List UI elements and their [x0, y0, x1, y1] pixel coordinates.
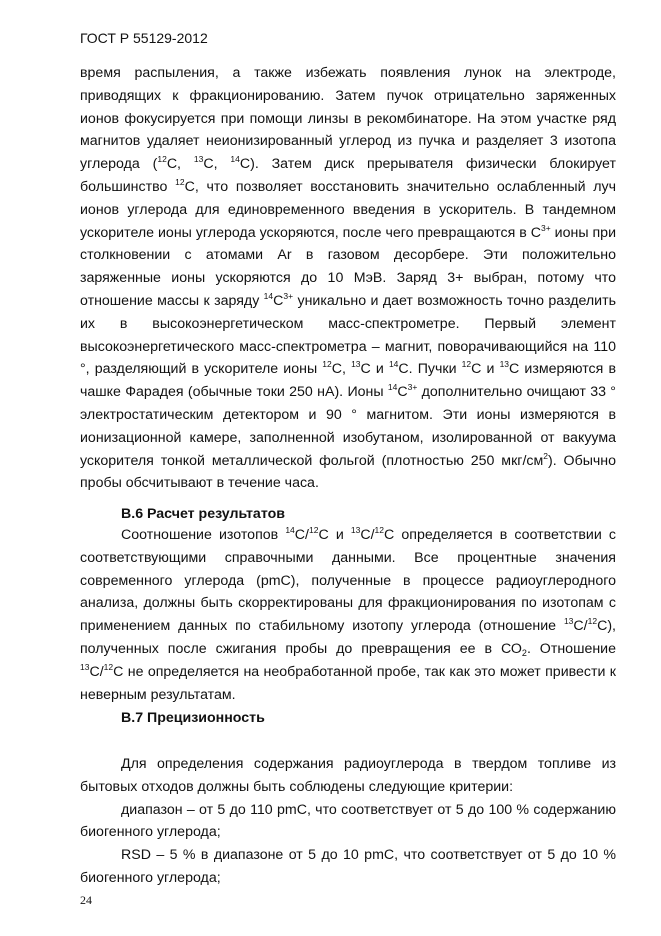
- paragraph-text: Для определения содержания радиоуглерода в твердом топливе из бытовых отходов должны быть соблюдены следующие критерии:: [80, 756, 616, 795]
- precision-criteria-block: [80, 753, 616, 890]
- paragraph-text: время распыления, а также избежать появления лунок на электроде, приводящих к фракционированию. Затем пучок отрицательно заряженных ионов фокусируется при помощи линзы в рекомбинаторе. На этом участке ряд магнитов удаляет неионизированный углерод из пучка и разделяет 3 изотопа углерода ($^{12}$С, $^{13}$С, $^{14}$С). Затем диск прерывателя физически блокирует большинство $^{12}$С, что позволяет восстановить значительно ослабленный луч ионов углерода для единовременного введения в ускоритель. В тандемном ускорителе ионы углерода ускоряются, после чего превращаются в $С^{3+}$ ионы при столкновении с атомами Ar в газовом десорбере. Эти положительно заряженные ионы ускоряются до 10 МэВ. Заряд 3+ выбран, потому что отношение массы к заряду $^{14}С^{3+}$ уникально и дает возможность точно разделить их в высокоэнергетическом масс-спектрометре. Первый элемент высокоэнергетического масс-спектрометра – магнит, поворачивающийся на 110 °, разделяющий в ускорителе ионы $^{12}$С, $^{13}$С и $^{14}$С. Пучки $^{12}$С и $^{13}$С измеряются в чашке Фарадея (обычные токи 250 нА). Ионы $^{14}С^{3+}$ дополнительно очищают 33 ° электростатическим детектором и 90 ° магнитом. Эти ионы измеряются в ионизационной камере, заполненной изобутаном, изолированной от вакуума ускорителя тонкой металлической фольгой (плотностью 250 мкг/$см^2$). Обычно пробы обсчитывают в течение часа.: [80, 65, 617, 492]
- paragraph-text: Соотношение изотопов $^{14}$С/$^{12}$С и $^{13}$С/$^{12}$С определяется в соответствии с соответствующими справочными данными. Все процентные значения современного углерода (pmC), полученные в процессе радиоуглеродного анализа, должны быть скорректированы для фракционирования по изотопам с применением данных по стабильному изотопу углерода (отношение $^{13}$С/$^{12}$С), полученных после сжигания пробы до превращения ее в $СО_2$. Отношение $^{13}$С/$^{12}$С не определяется на необработанной пробе, так как это может привести к неверным результатам.: [80, 525, 616, 703]
- section-heading-b7: В.7 Прецизионность: [121, 710, 265, 726]
- section-heading-b6: В.6 Расчет результатов: [121, 506, 285, 522]
- page-number: 24: [80, 893, 92, 907]
- paragraph-method-description: [80, 62, 616, 495]
- paragraph-calculation: [80, 524, 616, 706]
- criterion-range: диапазон – от 5 до 110 pmC, что соответствует от 5 до 100 % содержанию биогенного углерода;: [80, 801, 616, 841]
- document-header: ГОСТ Р 55129-2012: [80, 30, 208, 46]
- criterion-rsd: RSD – 5 % в диапазоне от 5 до 10 pmC, что соответствует от 5 до 10 % биогенного углерода;: [80, 847, 616, 886]
